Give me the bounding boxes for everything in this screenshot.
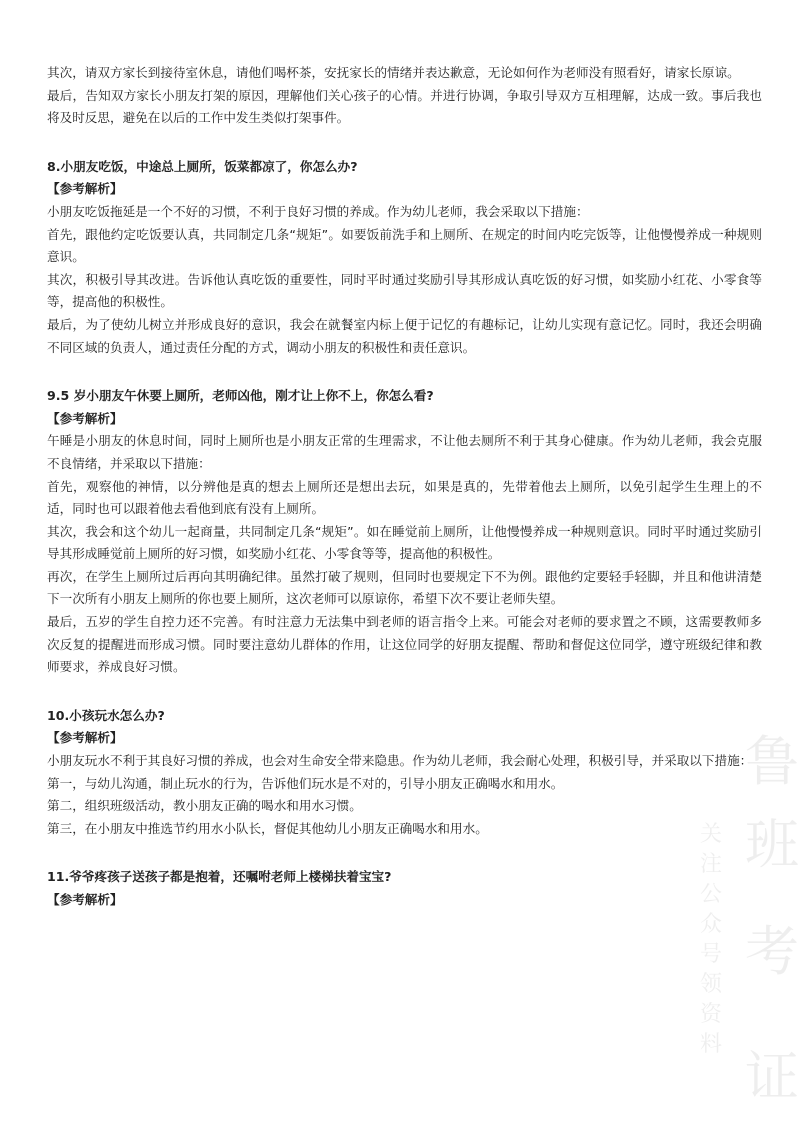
answer-tag: 【参考解析】 bbox=[47, 730, 123, 746]
question-section-8 bbox=[47, 156, 762, 359]
answer-tag: 【参考解析】 bbox=[47, 410, 123, 426]
answer-paragraph: 第一，与幼儿沟通，制止玩水的行为，告诉他们玩水是不对的，引导小朋友正确喝水和用水。 bbox=[47, 775, 564, 791]
watermark-char: 考 bbox=[745, 920, 799, 983]
watermark-char: 注 bbox=[700, 852, 723, 877]
answer-paragraph: 最后，五岁的学生自控力还不完善。有时注意力无法集中到老师的语言指令上来。可能会对老师的要求置之不顾，这需要教师多次反复的提醒进而形成习惯。同时要注意幼儿群体的作用，让这位同学的好朋友提醒、帮助和督促这位同学，遵守班级纪律和教师要求，养成良好习惯。 bbox=[47, 614, 762, 675]
question-section-11 bbox=[47, 866, 762, 911]
watermark-char: 证 bbox=[745, 1045, 799, 1108]
answer-paragraph: 小朋友吃饭拖延是一个不好的习惯，不利于良好习惯的养成。作为幼儿老师，我会采取以下措施： bbox=[47, 203, 589, 219]
answer-paragraph: 再次，在学生上厕所过后再向其明确纪律。虽然打破了规则，但同时也要规定下不为例。跟他约定要轻手轻脚，并且和他讲清楚下一次所有小朋友上厕所的你也要上厕所，这次老师可以原谅你，希望下次不要让老师失望。 bbox=[47, 568, 762, 607]
document-body bbox=[47, 62, 762, 912]
intro-paragraph-2: 最后，告知双方家长小朋友打架的原因，理解他们关心孩子的心情。并进行协调，争取引导双方互相理解，达成一致。事后我也将及时反思，避免在以后的工作中发生类似打架事件。 bbox=[47, 87, 762, 126]
question-section-10 bbox=[47, 705, 762, 841]
answer-paragraph: 最后，为了使幼儿树立并形成良好的意识，我会在就餐室内标上便于记忆的有趣标记，让幼儿实现有意记忆。同时，我还会明确不同区域的负责人，通过责任分配的方式，调动小朋友的积极性和责任意识。 bbox=[47, 316, 762, 355]
question-title: 9.5 岁小朋友午休要上厕所，老师凶他，刚才让上你不上，你怎么看? bbox=[47, 388, 434, 404]
question-section-9 bbox=[47, 385, 762, 679]
watermark-char: 鲁 bbox=[745, 730, 799, 793]
watermark-char: 关 bbox=[700, 822, 723, 847]
answer-paragraph: 首先，观察他的神情，以分辨他是真的想去上厕所还是想出去玩，如果是真的，先带着他去上厕所，以免引起学生生理上的不适，同时也可以跟着他去看他到底有没有上厕所。 bbox=[47, 478, 762, 517]
answer-paragraph: 其次，积极引导其改进。告诉他认真吃饭的重要性，同时平时通过奖励引导其形成认真吃饭的好习惯，如奖励小红花、小零食等等，提高他的积极性。 bbox=[47, 271, 762, 310]
answer-paragraph: 第三，在小朋友中推选节约用水小队长，督促其他幼儿小朋友正确喝水和用水。 bbox=[47, 820, 488, 836]
question-title: 11.爷爷疼孩子送孩子都是抱着，还嘱咐老师上楼梯扶着宝宝? bbox=[47, 869, 392, 885]
watermark-char: 班 bbox=[745, 813, 799, 876]
watermark-char: 领 bbox=[700, 972, 723, 997]
watermark-char: 公 bbox=[700, 882, 723, 907]
answer-paragraph: 第二，组织班级活动，教小朋友正确的喝水和用水习惯。 bbox=[47, 798, 362, 814]
watermark-vertical-text bbox=[700, 820, 724, 1060]
watermark-char: 众 bbox=[700, 912, 723, 937]
answer-tag: 【参考解析】 bbox=[47, 181, 123, 197]
question-title: 8.小朋友吃饭，中途总上厕所，饭菜都凉了，你怎么办? bbox=[47, 158, 358, 174]
question-title: 10.小孩玩水怎么办? bbox=[47, 707, 165, 723]
answer-paragraph: 小朋友玩水不利于其良好习惯的养成，也会对生命安全带来隐患。作为幼儿老师，我会耐心处理，积极引导，并采取以下措施： bbox=[47, 753, 753, 769]
answer-tag: 【参考解析】 bbox=[47, 892, 123, 907]
watermark-char: 号 bbox=[700, 942, 723, 967]
watermark-char: 资 bbox=[700, 1002, 723, 1027]
intro-paragraph-1: 其次，请双方家长到接待室休息，请他们喝杯茶，安抚家长的情绪并表达歉意，无论如何作为老师没有照看好，请家长原谅。 bbox=[47, 65, 740, 80]
answer-paragraph: 首先，跟他约定吃饭要认真，共同制定几条“规矩”。如要饭前洗手和上厕所、在规定的时间内吃完饭等，让他慢慢养成一种规则意识。 bbox=[47, 226, 762, 265]
watermark-char: 料 bbox=[700, 1032, 723, 1057]
answer-paragraph: 其次，我会和这个幼儿一起商量，共同制定几条“规矩”。如在睡觉前上厕所，让他慢慢养成一种规则意识。同时平时通过奖励引导其形成睡觉前上厕所的好习惯，如奖励小红花、小零食等等，提高他的积极性。 bbox=[47, 523, 762, 562]
answer-paragraph: 午睡是小朋友的休息时间，同时上厕所也是小朋友正常的生理需求，不让他去厕所不利于其身心健康。作为幼儿老师，我会克服不良情绪，并采取以下措施： bbox=[47, 433, 762, 471]
